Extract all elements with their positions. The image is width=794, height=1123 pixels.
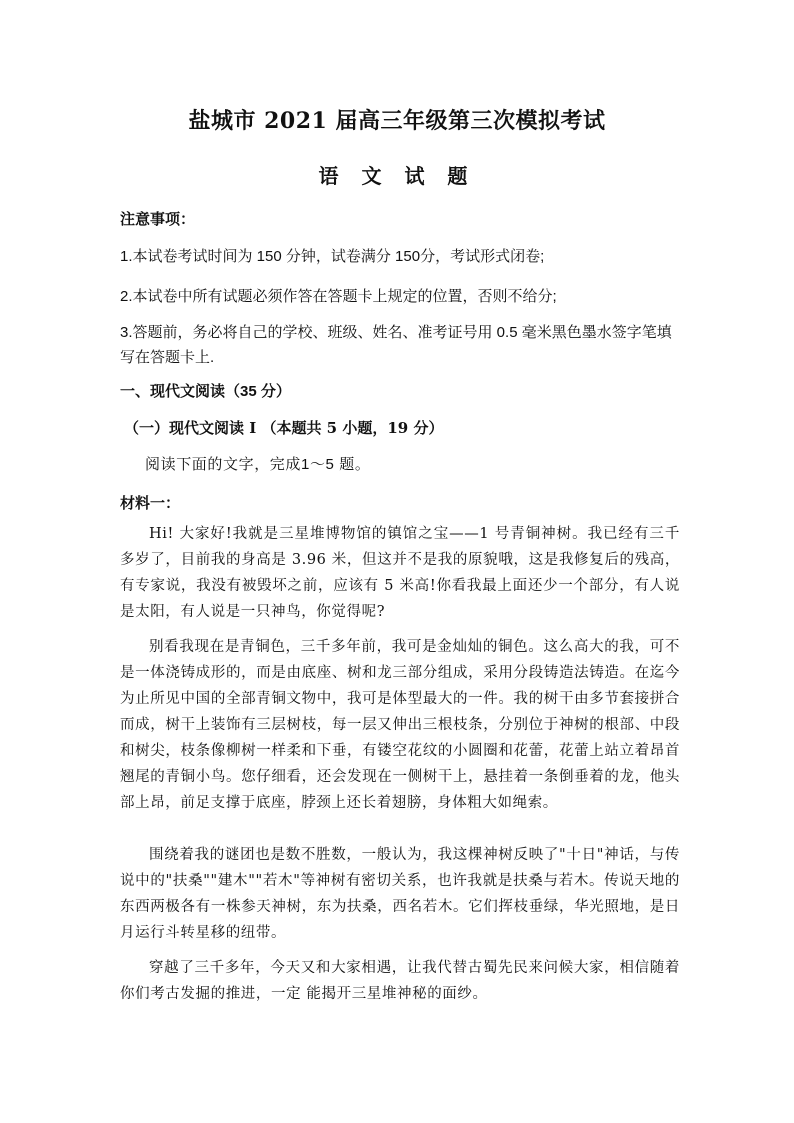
exam-title: 盐城市 2021 届高三年级第三次模拟考试 bbox=[188, 108, 606, 134]
material-label: 材料一： bbox=[120, 495, 181, 512]
material-paragraph-1: Hi! 大家好!我就是三星堆博物馆的镇馆之宝——1 号青铜神树。我已经有三千多岁了，目前我的身高是 3.96 米，但这并不是我的原貌哦，这是我修复后的残高，有专家说，我没有被毁坏之前，应该有 5 米高!你看我最上面还少一个部分，有人说是太阳，有人说是一只神鸟，你觉得呢? bbox=[120, 526, 680, 620]
material-paragraph-4: 穿越了三千多年，今天又和大家相遇，让我代替古蜀先民来问候大家，相信随着你们考古发掘的推进，一定 能揭开三星堆神秘的面纱。 bbox=[120, 960, 680, 1002]
reading-instruction: 阅读下面的文字，完成1～5 题。 bbox=[145, 456, 371, 473]
material-paragraph-2: 别看我现在是青铜色，三千多年前，我可是金灿灿的铜色。这么高大的我，可不是一体浇铸成形的，而是由底座、树和龙三部分组成，采用分段铸造法铸造。在迄今为止所见中国的全部青铜文物中，我可是体型最大的一件。我的树干由多节套接拼合而成，树干上装饰有三层树枝，每一层又伸出三根枝条，分别位于神树的根部、中段和树尖，枝条像柳树一样柔和下垂，有镂空花纹的小圆圈和花蕾，花蕾上站立着昂首翘尾的青铜小鸟。您仔细看，还会发现在一侧树干上，悬挂着一条倒垂着的龙，他头部上昂，前足支撑于底座，脖颈上还长着翅膀，身体粗大如绳索。 bbox=[120, 639, 680, 811]
notice-heading: 注意事项： bbox=[120, 211, 196, 228]
notice-item-2: 2.本试卷中所有试题必须作答在答题卡上规定的位置，否则不给分; bbox=[120, 288, 557, 305]
notice-item-1: 1.本试卷考试时间为 150 分钟，试卷满分 150分，考试形式闭卷; bbox=[120, 248, 545, 265]
section-heading: 一、现代文阅读（35 分） bbox=[120, 383, 291, 400]
notice-item-3: 3.答题前，务必将自己的学校、班级、姓名、准考证号用 0.5 毫米黑色墨水签字笔填写在答题卡上. bbox=[120, 324, 672, 366]
subsection-heading: （一）现代文阅读 Ⅰ （本题共 5 小题，19 分） bbox=[124, 419, 444, 437]
material-paragraph-3: 围绕着我的谜团也是数不胜数，一般认为，我这棵神树反映了"十日"神话，与传说中的"扶桑""建木""若木"等神树有密切关系，也许我就是扶桑与若木。传说天地的东西两极各有一株参天神树，东为扶桑，西名若木。它们挥枝垂绿，华光照地，是日月运行斗转星移的纽带。 bbox=[120, 847, 680, 941]
exam-subtitle: 语 文 试 题 bbox=[318, 164, 476, 188]
